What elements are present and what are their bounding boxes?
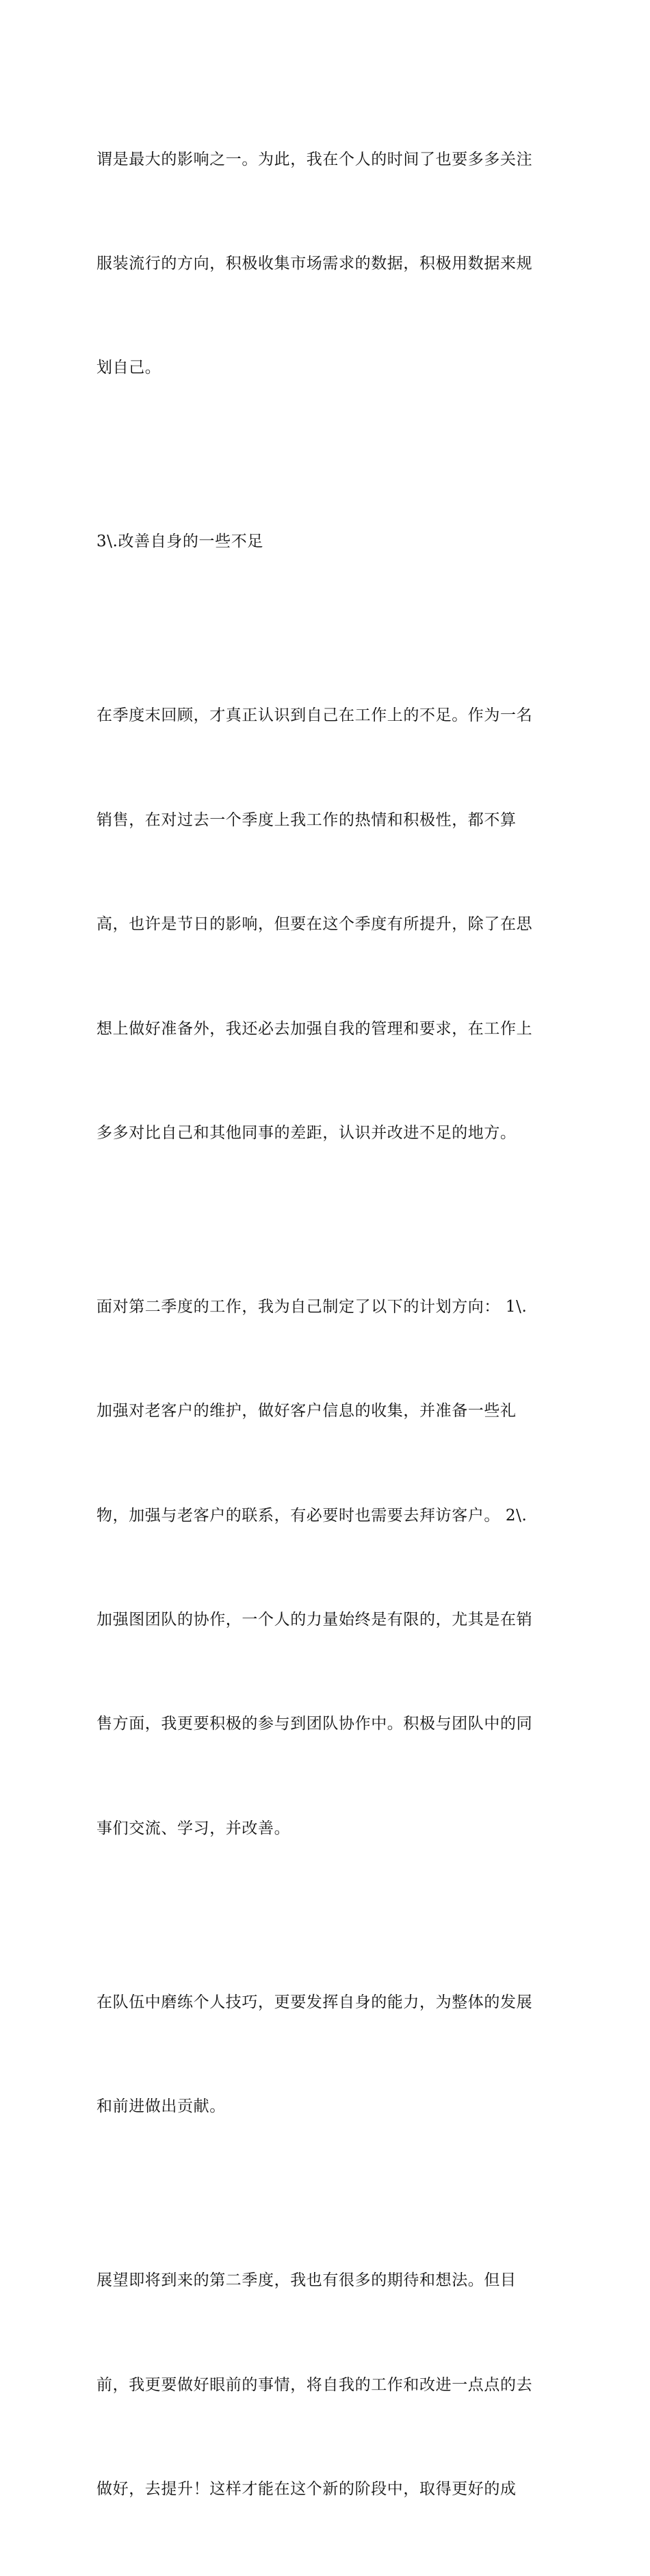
text-line: 事们交流、学习，并改善。 [96,1819,291,1837]
text-line: 面对第二季度的工作，我为自己制定了以下的计划方向： 1\. [96,1297,528,1316]
paragraph-market-research [96,73,562,455]
text-line: 展望即将到来的第二季度，我也有很多的期待和想法。但目 [96,2271,517,2290]
text-line: 谓是最大的影响之一。为此，我在个人的时间了也要多多关注 [96,150,533,168]
text-line: 前，我更要做好眼前的事情，将自我的工作和改进一点点的去 [96,2375,533,2394]
text-line: 售方面，我更要积极的参与到团队协作中。积极与团队中的同 [96,1715,533,1733]
text-line: 物，加强与老客户的联系，有必要时也需要去拜访客户。 2\. [96,1506,528,1525]
paragraph-self-review [96,629,562,1221]
text-line: 加强图团队的协作，一个人的力量始终是有限的，尤其是在销 [96,1611,533,1629]
text-line: 做好，去提升！这样才能在这个新的阶段中，取得更好的成 [96,2479,517,2498]
text-line: 在季度末回顾，才真正认识到自己在工作上的不足。作为一名 [96,706,533,725]
text-line: 在队伍中磨练个人技巧，更要发挥自身的能力，为整体的发展 [96,1993,533,2011]
section-heading [96,455,562,629]
text-line: 和前进做出贡献。 [96,2097,226,2116]
text-line: 想上做好准备外，我还必去加强自我的管理和要求，在工作上 [96,1019,533,1038]
heading-line: 3\.改善自身的一些不足 [96,533,263,551]
paragraph-q2-plan [96,1220,562,1915]
paragraph-outlook [96,2194,562,2576]
text-line: 服装流行的方向，积极收集市场需求的数据，积极用数据来规 [96,254,533,272]
paragraph-teamwork [96,1915,562,2193]
text-line: 多多对比自己和其他同事的差距，认识并改进不足的地方。 [96,1123,517,1142]
document-body [96,73,562,2576]
text-line: 加强对老客户的维护，做好客户信息的收集，并准备一些礼 [96,1402,517,1420]
text-line: 销售，在对过去一个季度上我工作的热情和积极性，都不算 [96,811,517,829]
text-line: 划自己。 [96,359,161,377]
text-line: 高，也许是节日的影响，但要在这个季度有所提升，除了在思 [96,915,533,934]
